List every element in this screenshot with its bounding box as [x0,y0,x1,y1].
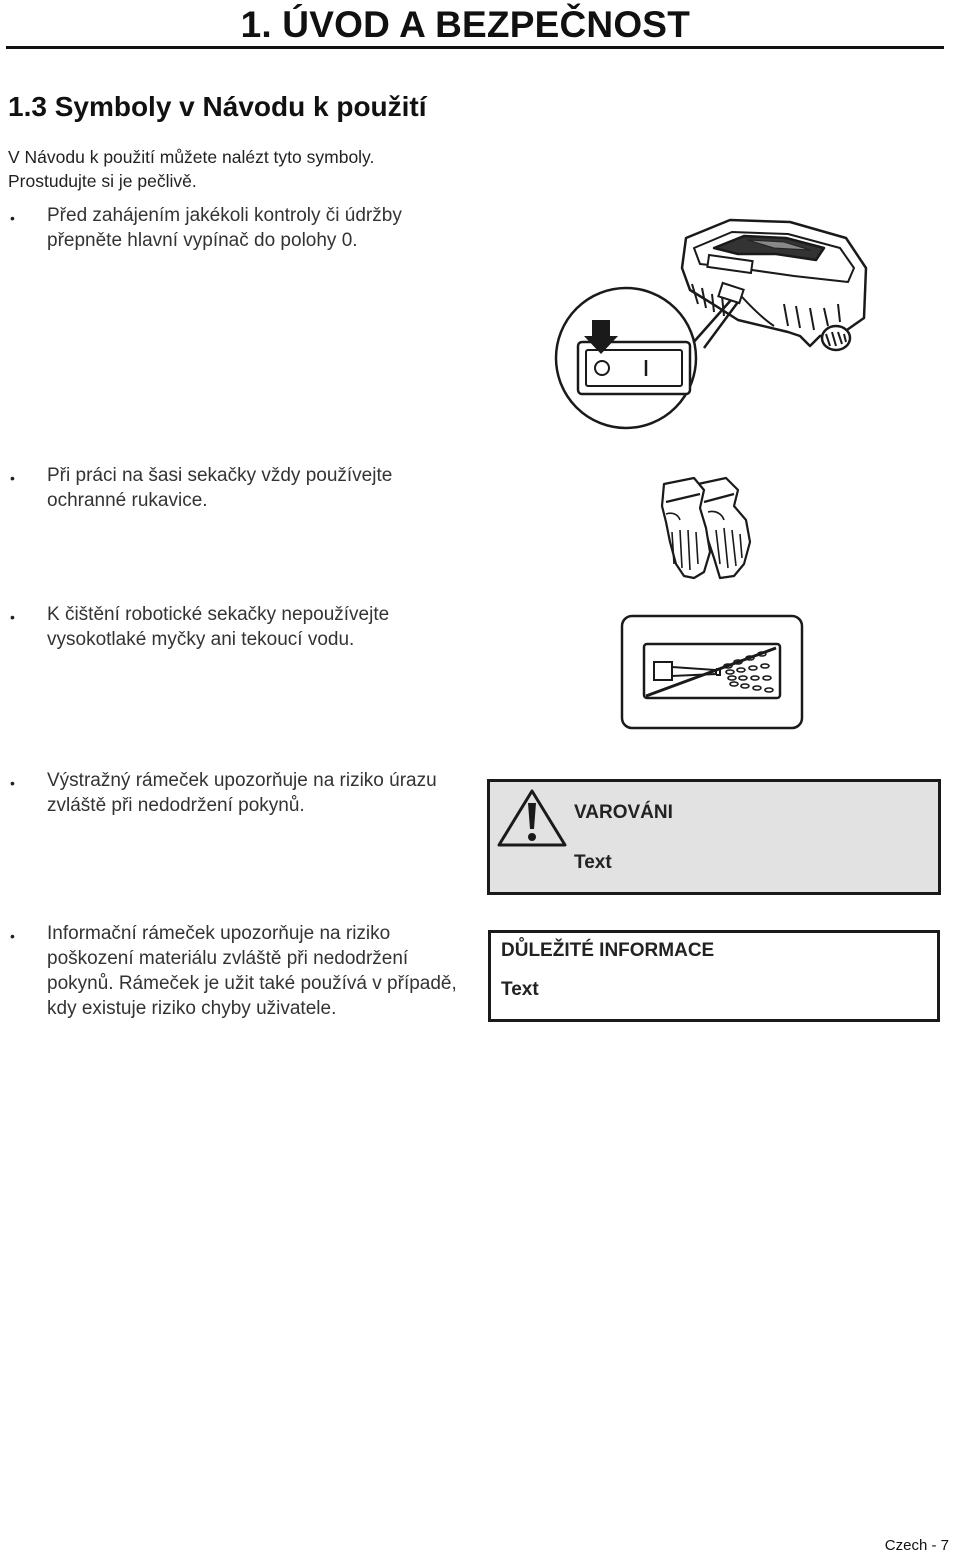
bullet-marker: • [10,775,15,791]
chapter-title: 1. ÚVOD A BEZPEČNOST [240,4,690,45]
bullet-line: Výstražný rámeček upozorňuje na riziko úrazu [47,770,437,791]
bullet-marker: • [10,470,15,486]
bullet-line: ochranné rukavice. [47,490,208,511]
bullet-line: zvláště při nedodržení pokynů. [47,795,305,816]
mower-main-switch-icon [548,208,878,438]
intro-line: V Návodu k použití můžete nalézt tyto symboly. [8,147,375,167]
no-pressure-washer-icon [620,614,804,730]
page-number: Czech - 7 [884,1537,949,1554]
bullet-line: poškození materiálu zvláště při nedodržení [47,948,409,969]
bullet-line: kdy existuje riziko chyby uživatele. [47,998,337,1019]
intro-paragraph [8,145,374,193]
bullet-line: vysokotlaké myčky ani tekoucí vodu. [47,629,355,650]
bullet-line: Při práci na šasi sekačky vždy používejte [47,465,393,486]
bullet-marker: • [10,609,15,625]
bullet-item-no-pressure-washer [47,602,389,652]
info-box-text: Text [501,979,539,1000]
intro-line: Prostudujte si je pečlivě. [8,171,197,191]
bullet-item-main-switch [47,203,402,253]
protective-gloves-icon [654,472,754,584]
bullet-item-info-box [47,921,457,1021]
header-rule [6,46,944,49]
info-box-title: DŮLEŽITÉ INFORMACE [501,940,715,961]
bullet-item-gloves [47,463,392,513]
bullet-item-warning-box [47,768,437,818]
warning-box-text: Text [574,852,612,873]
bullet-line: přepněte hlavní vypínač do polohy 0. [47,230,358,251]
bullet-marker: • [10,210,15,226]
warning-box-title: VAROVÁNI [574,802,673,823]
bullet-line: pokynů. Rámeček je užit také používá v případě, [47,973,457,994]
section-heading: 1.3 Symboly v Návodu k použití [8,91,427,122]
warning-exclamation-icon [495,787,569,849]
bullet-line: Informační rámeček upozorňuje na riziko [47,923,391,944]
bullet-line: Před zahájením jakékoli kontroly či údržby [47,205,402,226]
bullet-marker: • [10,928,15,944]
bullet-line: K čištění robotické sekačky nepoužívejte [47,604,390,625]
